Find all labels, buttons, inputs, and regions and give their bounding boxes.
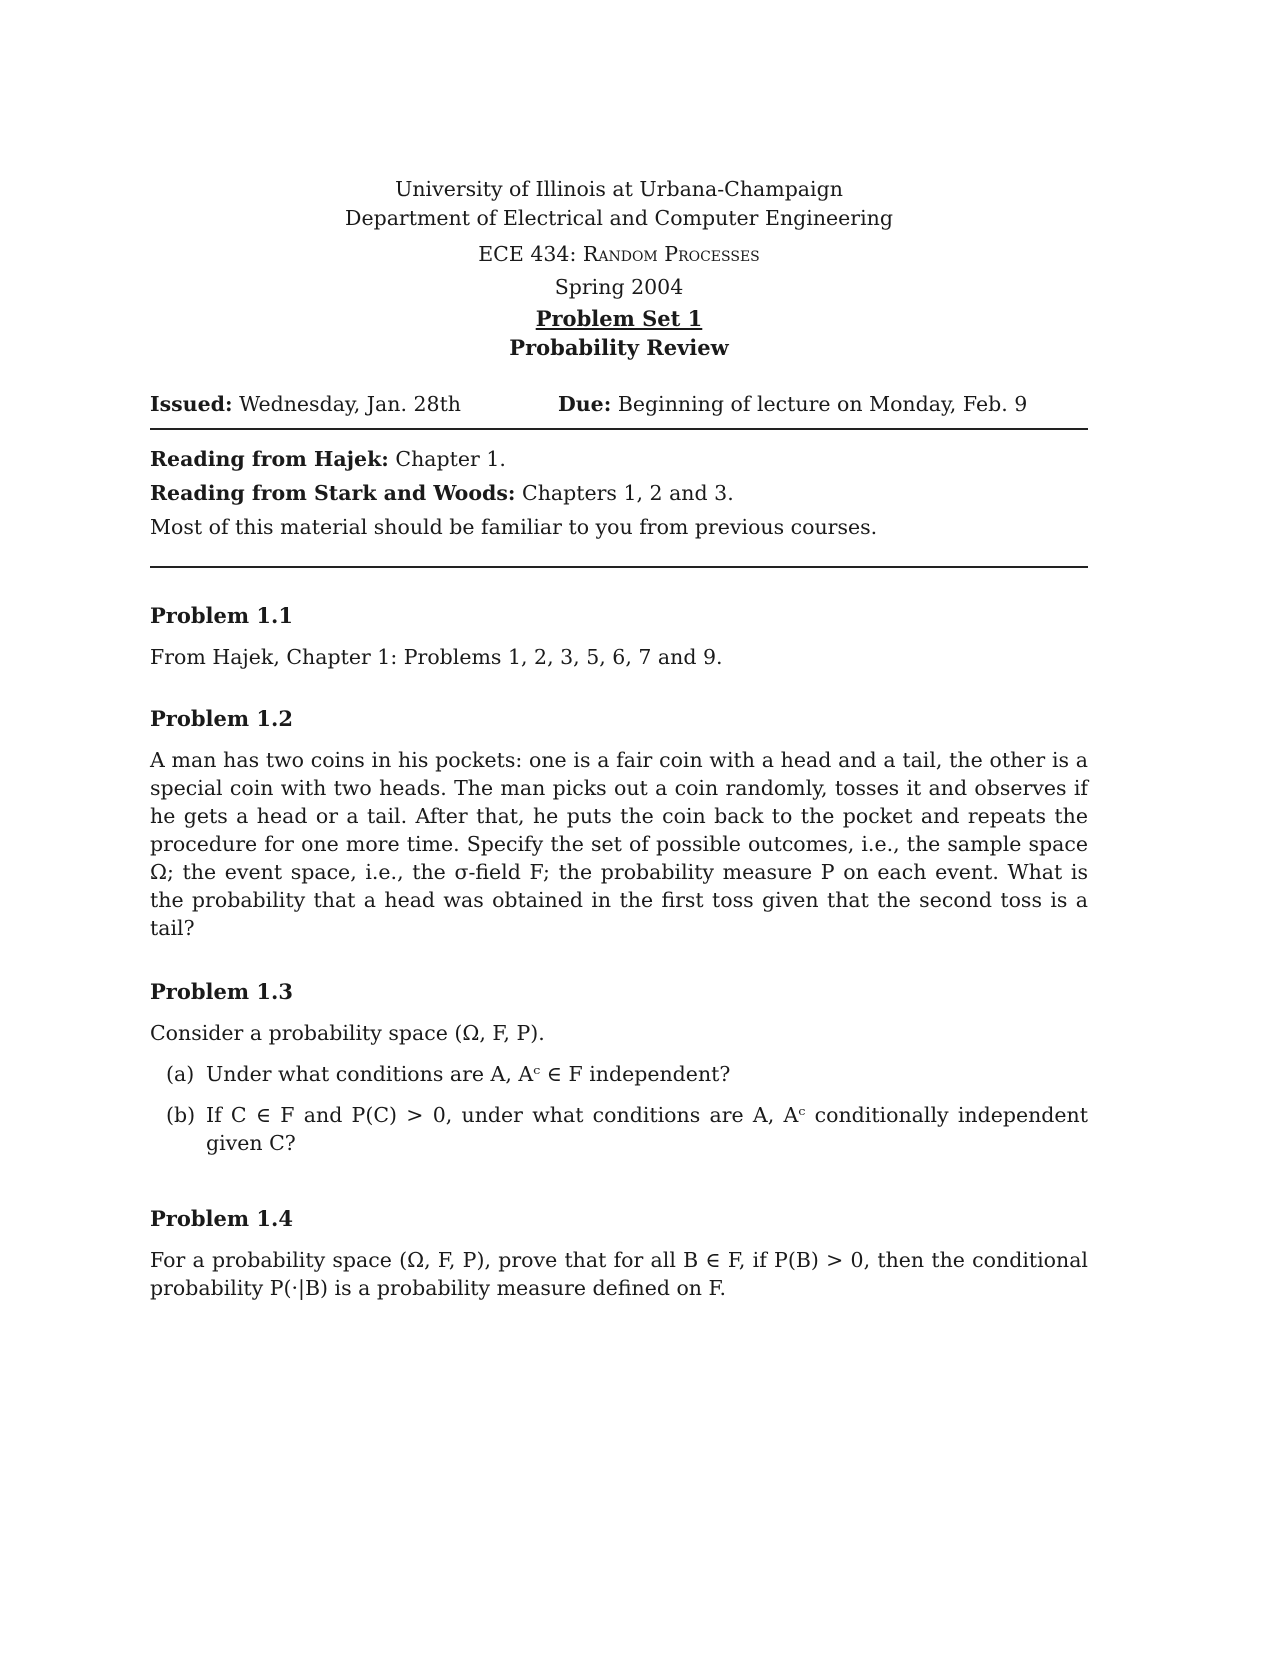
problem-set-title: Problem Set 1 <box>535 306 703 331</box>
course-title <box>150 242 1088 266</box>
reading-hajek-value: Chapter 1. <box>395 447 506 471</box>
reading-stark-label: Reading from Stark and Woods: <box>150 481 516 505</box>
reading-hajek <box>150 442 1088 476</box>
dates-row <box>150 390 1088 430</box>
problem-set-subtitle: Probability Review <box>509 335 729 360</box>
term: Spring 2004 <box>554 275 684 299</box>
document-page <box>150 175 1088 1302</box>
issued-label: Issued: <box>150 392 233 416</box>
due-date <box>558 390 1027 418</box>
problem-body: For a probability space (Ω, F, P), prove that for all B ∈ F, if P(B) > 0, then the conditional probability P(·|B) is a probability measure defined on F. <box>150 1248 1088 1300</box>
problem-title: Problem 1.4 <box>150 1206 293 1231</box>
problem-body: A man has two coins in his pockets: one is a fair coin with a head and a tail, the other is a special coin with two heads. The man picks out a coin randomly, tosses it and observes if he gets a head or a tail. After that, he puts the coin back to the pocket and repeats the procedure for one more time. Specify the set of possible outcomes, i.e., the sample space Ω; the event space, i.e., the σ-field F; the probability measure P on each event. What is the probability that a head was obtained in the first toss given that the second toss is a tail? <box>150 748 1088 940</box>
reading-note: Most of this material should be familiar to you from previous courses. <box>150 515 878 539</box>
part-label: (b) <box>166 1103 196 1127</box>
problem-1-3 <box>150 978 1088 1157</box>
reading-stark-woods <box>150 476 1088 510</box>
course-code: ECE 434: <box>478 242 577 266</box>
problem-body: Consider a probability space (Ω, F, P). <box>150 1021 545 1045</box>
university-name: University of Illinois at Urbana-Champaign <box>395 177 843 201</box>
due-label: Due: <box>558 392 612 416</box>
problem-body: From Hajek, Chapter 1: Problems 1, 2, 3, 5, 6, 7 and 9. <box>150 645 723 669</box>
department-name: Department of Electrical and Computer Engineering <box>345 206 893 230</box>
document-header <box>150 175 1088 360</box>
problem-title: Problem 1.1 <box>150 603 293 628</box>
reading-hajek-label: Reading from Hajek: <box>150 447 389 471</box>
reading-assignments <box>150 442 1088 544</box>
issued-date <box>150 390 558 418</box>
section-divider <box>150 566 1088 568</box>
issued-value: Wednesday, Jan. 28th <box>239 392 462 416</box>
problem-1-4 <box>150 1205 1088 1302</box>
course-name: Random Processes <box>582 242 760 266</box>
problem-title: Problem 1.2 <box>150 706 293 731</box>
part-text: If C ∈ F and P(C) > 0, under what conditions are A, Aᶜ conditionally independent given C? <box>206 1103 1088 1155</box>
problem-1-2 <box>150 705 1088 942</box>
problem-title: Problem 1.3 <box>150 979 293 1004</box>
problem-part-b <box>166 1101 1088 1157</box>
part-label: (a) <box>166 1062 195 1086</box>
problem-1-1 <box>150 602 1088 671</box>
part-text: Under what conditions are A, Aᶜ ∈ F independent? <box>206 1062 731 1086</box>
reading-stark-value: Chapters 1, 2 and 3. <box>522 481 734 505</box>
problem-part-a <box>166 1060 1088 1088</box>
due-value: Beginning of lecture on Monday, Feb. 9 <box>617 392 1028 416</box>
problem-parts <box>150 1060 1088 1157</box>
